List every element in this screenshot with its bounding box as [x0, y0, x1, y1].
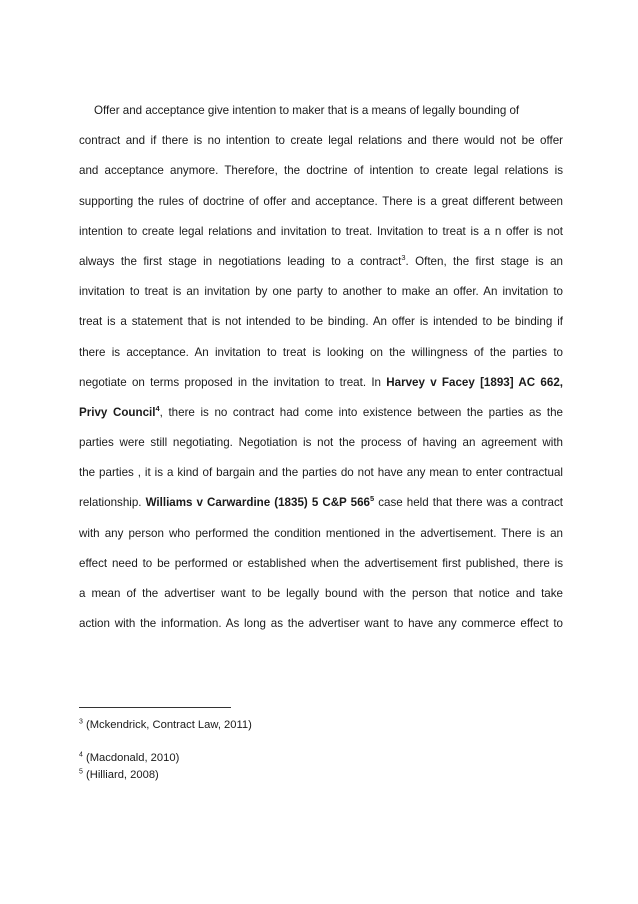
footnote-number: 5	[79, 768, 83, 776]
footnote-number: 4	[79, 751, 83, 759]
footnotes-section	[79, 717, 563, 784]
body-text-segment: contract and if there is no intention to create legal relations and there would not be offer	[79, 134, 563, 148]
footnote-text: (Macdonald, 2010)	[82, 752, 180, 764]
body-line	[79, 609, 563, 639]
body-text-segment: , there is no contract had come into existence between the parties as the	[159, 405, 563, 419]
body-text-segment: negotiate on terms proposed in the invitation to treat. In	[79, 375, 387, 389]
body-line	[79, 277, 563, 307]
body-line	[79, 338, 563, 368]
body-text-segment: effect need to be performed or established when the advertisement first published, there is	[79, 556, 563, 570]
body-text-segment: and acceptance anymore. Therefore, the doctrine of intention to create legal relations is	[79, 164, 563, 178]
body-line	[79, 579, 563, 609]
footnote-separator	[79, 707, 231, 708]
body-text-segment: a mean of the advertiser want to be legally bound with the person that notice and take	[79, 587, 563, 600]
footnote-reference: 3	[401, 253, 406, 263]
body-text-segment: intention to create legal relations and invitation to treat. Invitation to treat is a n offer is not	[79, 224, 563, 238]
body-text-segment: parties were still negotiating. Negotiation is not the process of having an agreement with	[79, 436, 563, 450]
footnote-item	[79, 767, 563, 784]
body-line	[79, 187, 563, 217]
body-text-segment: case held that there was a contract	[374, 496, 563, 510]
body-text-segment: invitation to treat is an invitation by one party to another to make an offer. An invitation to	[79, 285, 563, 299]
body-text-segment: with any person who performed the condition mentioned in the advertisement. There is an	[79, 526, 563, 540]
body-text-segment: supporting the rules of doctrine of offer and acceptance. There is a great different between	[79, 194, 563, 208]
body-line	[79, 458, 563, 488]
body-text-segment: Offer and acceptance give intention to maker that is a means of legally bounding of	[94, 104, 520, 117]
footnote-item	[79, 717, 563, 734]
body-text-segment: . Often, the first stage is an	[405, 254, 563, 268]
case-citation: Harvey v Facey [1893] AC 662,	[386, 375, 563, 389]
body-text-segment: relationship.	[79, 496, 146, 510]
case-citation: Williams v Carwardine (1835) 5 C&P 566	[145, 496, 370, 510]
body-line	[79, 217, 563, 247]
body-line	[79, 549, 563, 579]
body-line	[79, 307, 563, 337]
case-citation: Privy Council	[79, 405, 156, 419]
body-line	[79, 156, 563, 186]
body-text-segment: the parties , it is a kind of bargain and the parties do not have any mean to enter contractual	[79, 466, 563, 480]
body-line	[79, 428, 563, 458]
body-line	[79, 519, 563, 549]
body-text-segment: there is acceptance. An invitation to treat is looking on the willingness of the parties to	[79, 345, 563, 359]
body-line	[79, 126, 563, 156]
footnote-text: (Mckendrick, Contract Law, 2011)	[82, 719, 252, 731]
body-text-segment: treat is a statement that is not intended to be binding. An offer is intended to be binding if	[79, 315, 563, 329]
footnote-number: 3	[79, 718, 83, 726]
body-line	[79, 368, 563, 398]
body-text-segment: action with the information. As long as the advertiser want to have any commerce effect to	[79, 617, 563, 631]
footnote-reference: 5	[369, 494, 375, 504]
body-line	[79, 96, 563, 126]
footnote-text: (Hilliard, 2008)	[82, 769, 159, 781]
body-text-segment: always the first stage in negotiations leading to a contract	[79, 254, 402, 268]
body-line	[79, 398, 563, 428]
body-paragraph	[79, 96, 563, 639]
footnote-reference: 4	[155, 404, 160, 414]
body-line	[79, 247, 563, 277]
body-line	[79, 488, 563, 518]
footnote-item	[79, 750, 563, 767]
